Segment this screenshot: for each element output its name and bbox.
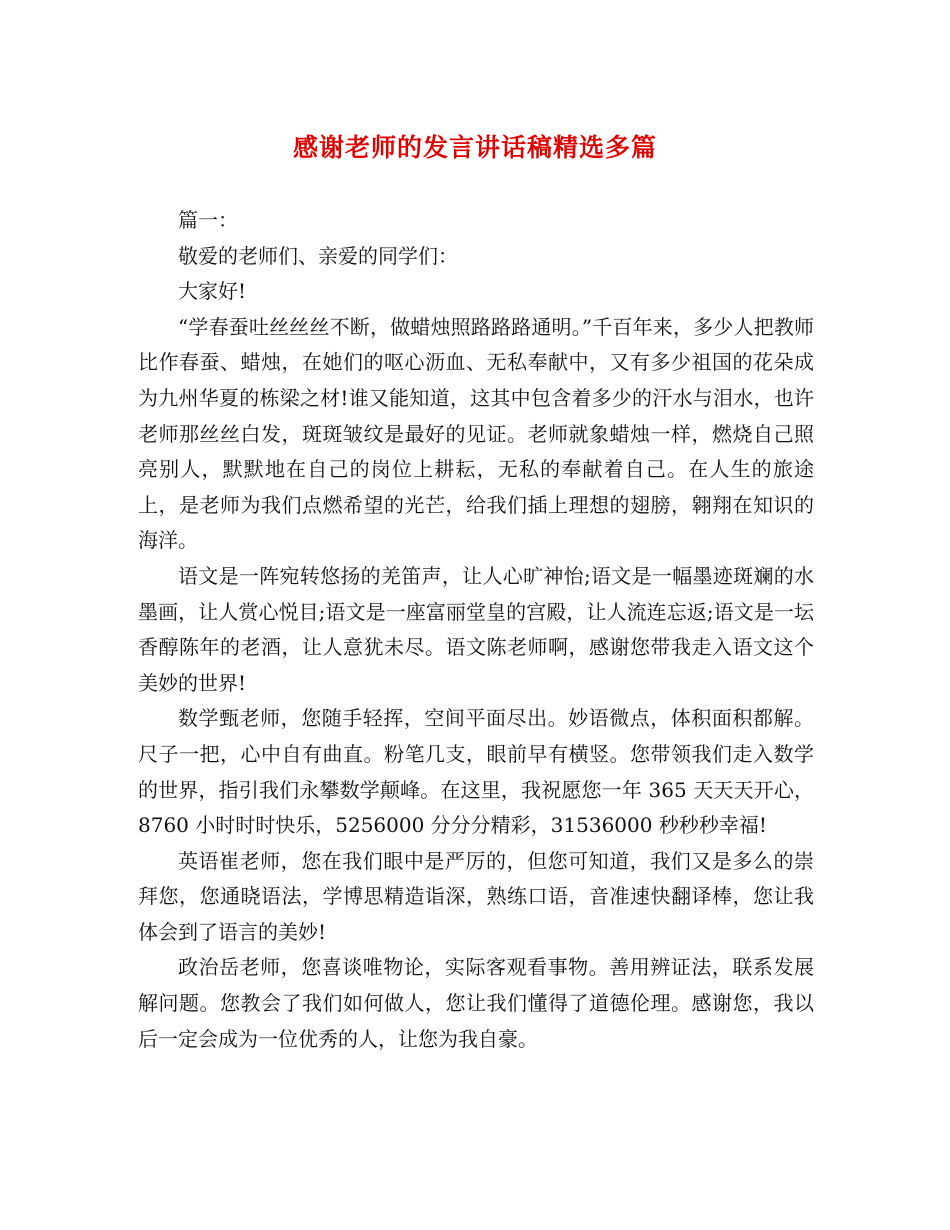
- paragraph-salutation: 敬爱的老师们、亲爱的同学们：: [178, 243, 458, 268]
- paragraph-english-teacher: 英语崔老师，您在我们眼中是严厉的，但您可知道，我们又是多么的崇拜您，您通晓语法，学博思精造诣深，熟练口语，音准速快翻译棒，您让我体会到了语言的美妙!: [138, 848, 814, 944]
- document-body: [138, 203, 814, 1057]
- document-title: 感谢老师的发言讲话稿精选多篇: [292, 133, 657, 162]
- paragraph-politics-teacher: 政治岳老师，您喜谈唯物论，实际客观看事物。善用辨证法，联系发展解问题。您教会了我们如何做人，您让我们懂得了道德伦理。感谢您，我以后一定会成为一位优秀的人，让您为我自豪。: [138, 955, 814, 1051]
- paragraph-greeting: 大家好!: [178, 279, 247, 304]
- paragraph-chinese-teacher: 语文是一阵宛转悠扬的羌笛声，让人心旷神怡;语文是一幅墨迹斑斓的水墨画，让人赏心悦目;语文是一座富丽堂皇的宫殿，让人流连忘返;语文是一坛香醇陈年的老酒，让人意犹未尽。语文陈老师啊，感谢您带我走入语文这个美妙的世界!: [138, 563, 814, 695]
- paragraph-intro: “学春蚕吐丝丝丝不断，做蜡烛照路路路通明。”千百年来，多少人把教师比作春蚕、蜡烛，在她们的呕心沥血、无私奉献中，又有多少祖国的花朵成为九州华夏的栋梁之材!谁又能知道，这其中包含着多少的汗水与泪水，也许老师那丝丝白发，斑斑皱纹是最好的见证。老师就象蜡烛一样，燃烧自己照亮别人，默默地在自己的岗位上耕耘，无私的奉献着自己。在人生的旅途上，是老师为我们点燃希望的光芒，给我们插上理想的翅膀，翱翔在知识的海洋。: [138, 314, 814, 553]
- paragraph-math-teacher: 数学甄老师，您随手轻挥，空间平面尽出。妙语微点，体积面积都解。尺子一把，心中自有曲直。粉笔几支，眼前早有横竖。您带领我们走入数学的世界，指引我们永攀数学颠峰。在这里，我祝愿您一年 365 天天天开心，8760 小时时时快乐，5256000 分分分精彩，31536000 秒秒秒幸福!: [138, 706, 814, 838]
- paragraph-section-label: 篇一：: [178, 208, 238, 232]
